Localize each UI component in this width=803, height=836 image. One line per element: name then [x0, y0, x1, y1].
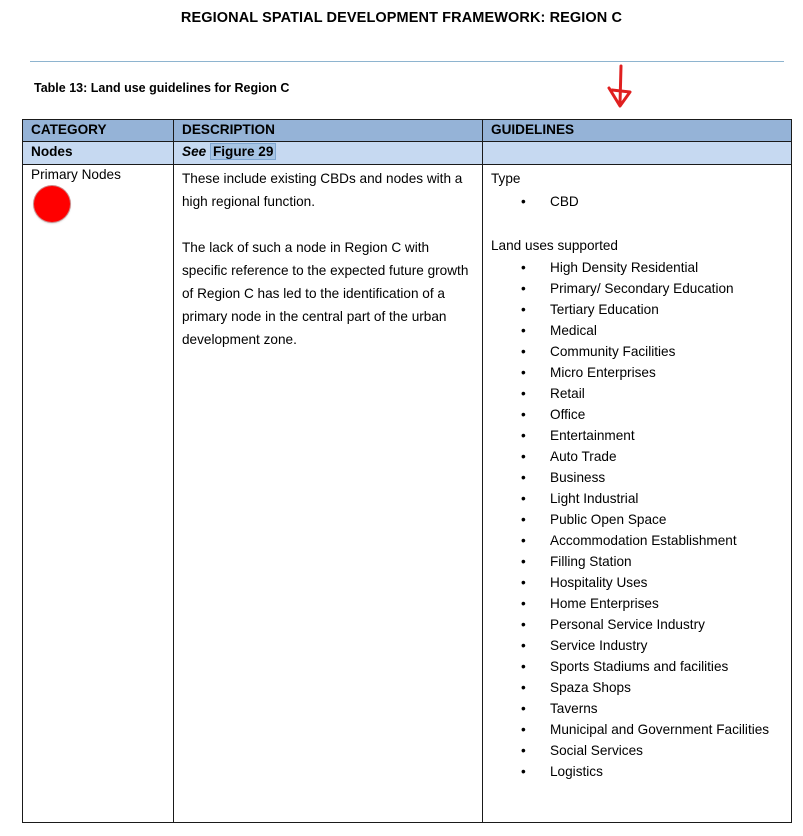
figure-reference-link[interactable]: Figure 29 — [210, 143, 276, 160]
subheader-description — [174, 142, 483, 165]
header-rule — [30, 61, 784, 62]
type-label: Type — [491, 171, 521, 186]
table-header-row — [23, 120, 792, 142]
list-item: • Hospitality Uses — [491, 572, 783, 593]
page-header-title: REGIONAL SPATIAL DEVELOPMENT FRAMEWORK: REGION C — [180, 10, 623, 26]
column-header-description: DESCRIPTION — [174, 120, 483, 142]
list-item: • CBD — [491, 190, 783, 213]
table-row — [23, 165, 792, 823]
table-subheader-row — [23, 142, 792, 165]
list-item: • High Density Residential — [491, 257, 783, 278]
list-item: • Office — [491, 404, 783, 425]
column-header-guidelines: GUIDELINES — [483, 120, 792, 142]
list-item: • Personal Service Industry — [491, 614, 783, 635]
description-cell — [174, 165, 483, 823]
subheader-category: Nodes — [23, 142, 174, 165]
list-item: • Medical — [491, 320, 783, 341]
list-item: • Public Open Space — [491, 509, 783, 530]
list-item: • Tertiary Education — [491, 299, 783, 320]
red-circle-node-icon — [34, 186, 70, 222]
list-item: • Accommodation Establishment — [491, 530, 783, 551]
list-item: • Logistics — [491, 761, 783, 782]
column-header-category: CATEGORY — [23, 120, 174, 142]
list-item: • Social Services — [491, 740, 783, 761]
list-item: • Spaza Shops — [491, 677, 783, 698]
description-paragraph: The lack of such a node in Region C with specific reference to the expected future growth of Region C has led to the identification of a primary node in the central part of the urban development zone. — [182, 240, 469, 347]
list-item: • Taverns — [491, 698, 783, 719]
list-item: • Entertainment — [491, 425, 783, 446]
subheader-guidelines — [483, 142, 792, 165]
list-item: • Municipal and Government Facilities — [491, 719, 783, 740]
table-caption: Table 13: Land use guidelines for Region C — [34, 81, 290, 95]
type-list — [491, 190, 783, 213]
list-item: • Auto Trade — [491, 446, 783, 467]
list-item: • Service Industry — [491, 635, 783, 656]
list-item: • Home Enterprises — [491, 593, 783, 614]
list-item: • Light Industrial — [491, 488, 783, 509]
list-item: • Primary/ Secondary Education — [491, 278, 783, 299]
list-item: • Sports Stadiums and facilities — [491, 656, 783, 677]
see-label: See — [182, 144, 207, 159]
land-uses-label: Land uses supported — [491, 238, 618, 253]
category-cell — [23, 165, 174, 823]
list-item: • Filling Station — [491, 551, 783, 572]
description-paragraph: These include existing CBDs and nodes with a high regional function. — [182, 171, 463, 209]
land-uses-list — [491, 257, 783, 782]
land-use-guidelines-table — [22, 119, 792, 823]
category-label: Primary Nodes — [31, 167, 121, 182]
list-item: • Community Facilities — [491, 341, 783, 362]
list-item: • Retail — [491, 383, 783, 404]
list-item: • Micro Enterprises — [491, 362, 783, 383]
red-arrow-annotation-icon — [600, 64, 640, 112]
list-item: • Business — [491, 467, 783, 488]
guidelines-cell — [483, 165, 792, 823]
